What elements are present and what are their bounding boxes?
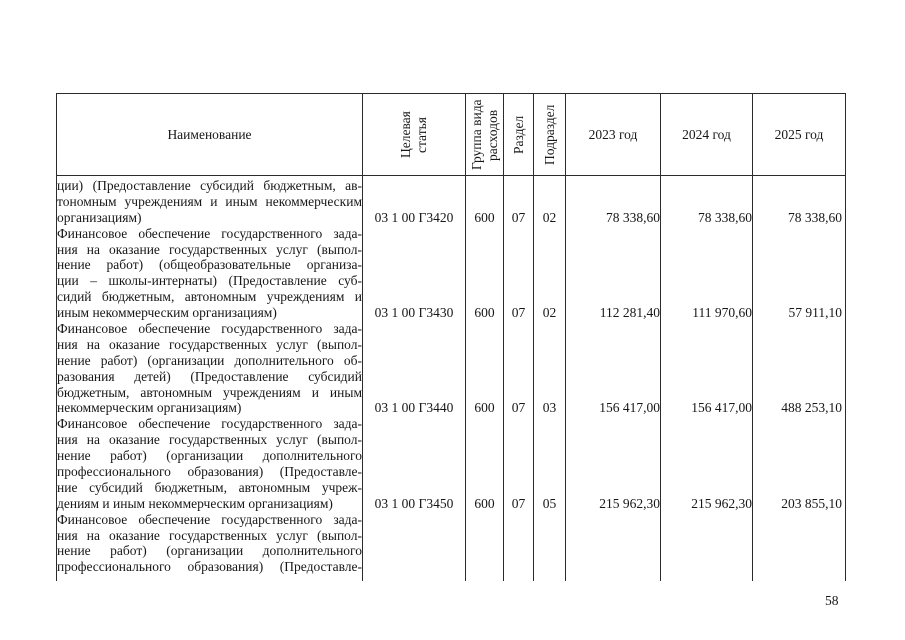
name-cell [57, 176, 363, 226]
name-line: нение работ) (организации дополнительного [57, 543, 362, 559]
table-body [57, 176, 846, 582]
header-section-label: Раздел [510, 115, 526, 154]
name-line: ции) (Предоставление субсидий бюджетным, ав- [57, 178, 362, 193]
name-line: Финансовое обеспечение государственного зада- [57, 321, 362, 337]
name-line: организациям) [57, 209, 142, 225]
target-article-cell: 03 1 00 Г3440 [363, 321, 466, 416]
target-article-cell: 03 1 00 Г3430 [363, 226, 466, 321]
amount-2025-cell: 488 253,10 [753, 321, 846, 416]
amount-2023-cell [566, 512, 661, 582]
amount-2024-cell: 78 338,60 [661, 176, 753, 226]
name-line: Финансовое обеспечение государственного зада- [57, 225, 362, 241]
name-cell [57, 321, 363, 416]
amount-2024-cell: 156 417,00 [661, 321, 753, 416]
section-cell [504, 512, 534, 582]
section-cell: 07 [504, 416, 534, 511]
header-target-article-line: статья [414, 116, 429, 153]
name-line: ния на оказание государственных услуг (выпол- [57, 241, 362, 257]
name-line: нение работ) (организации дополнительного [57, 448, 362, 464]
table-header [57, 94, 846, 176]
name-line: ния на оказание государственных услуг (выпол- [57, 336, 362, 352]
amount-2025-cell: 203 855,10 [753, 416, 846, 511]
section-cell: 07 [504, 226, 534, 321]
subsection-cell [534, 512, 566, 582]
amount-2025-cell [753, 512, 846, 582]
name-line: тономным учреждениям и иным некоммерческим [57, 193, 362, 209]
target-article-cell: 03 1 00 Г3420 [363, 176, 466, 226]
expense-group-cell: 600 [466, 416, 504, 511]
amount-2023-cell: 112 281,40 [566, 226, 661, 321]
name-line: сидий бюджетным, автономным учреждениям и [57, 289, 362, 305]
name-cell [57, 416, 363, 511]
table-header-row [57, 94, 846, 176]
section-cell: 07 [504, 321, 534, 416]
expense-group-cell: 600 [466, 176, 504, 226]
header-expense-group-line: расходов [484, 108, 500, 161]
expense-group-cell: 600 [466, 321, 504, 416]
subsection-cell: 02 [534, 176, 566, 226]
name-line: разования детей) (Предоставление субсидий [57, 368, 362, 384]
header-2024: 2024 год [661, 94, 753, 176]
target-article-cell: 03 1 00 Г3450 [363, 416, 466, 511]
section-cell: 07 [504, 176, 534, 226]
header-expense-group-line: Группа вида [468, 99, 484, 170]
expense-group-cell: 600 [466, 226, 504, 321]
name-line: ние субсидий бюджетным, автономным учреж- [57, 479, 362, 495]
target-article-cell [363, 512, 466, 582]
table-row [57, 176, 846, 226]
name-line: нение работ) (организации дополнительного об- [57, 352, 362, 368]
name-line: бюджетным, автономным учреждениям и иным [57, 384, 362, 400]
header-2025: 2025 год [753, 94, 846, 176]
amount-2023-cell: 78 338,60 [566, 176, 661, 226]
header-name: Наименование [57, 94, 363, 176]
amount-2024-cell: 111 970,60 [661, 226, 753, 321]
subsection-cell: 03 [534, 321, 566, 416]
page-number: 58 [825, 593, 839, 608]
name-line: ции – школы-интернаты) (Предоставление суб- [57, 273, 362, 289]
subsection-cell: 02 [534, 226, 566, 321]
budget-table [56, 93, 846, 581]
table-row [57, 226, 846, 321]
name-line: Финансовое обеспечение государственного зада- [57, 511, 362, 527]
header-target-article-line: Целевая [398, 111, 413, 158]
table-row [57, 321, 846, 416]
header-subsection [534, 94, 566, 176]
name-cell [57, 226, 363, 321]
amount-2025-cell: 57 911,10 [753, 226, 846, 321]
name-line: нение работ) (общеобразовательные организа- [57, 257, 362, 273]
amount-2024-cell: 215 962,30 [661, 416, 753, 511]
name-line: ния на оказание государственных услуг (выпол- [57, 527, 362, 543]
header-2023: 2023 год [566, 94, 661, 176]
table-row [57, 416, 846, 511]
header-target-article [363, 94, 466, 176]
amount-2024-cell [661, 512, 753, 582]
name-line: ния на оказание государственных услуг (выпол- [57, 432, 362, 448]
header-target-article-label [398, 97, 430, 173]
expense-group-cell [466, 512, 504, 582]
amount-2025-cell: 78 338,60 [753, 176, 846, 226]
header-expense-group-label [469, 97, 501, 173]
name-cell [57, 512, 363, 582]
table-row [57, 512, 846, 582]
name-line: профессионального образования) (Предоставле- [57, 464, 362, 480]
amount-2023-cell: 156 417,00 [566, 321, 661, 416]
header-subsection-label: Подраздел [541, 104, 557, 165]
name-line: профессионального образования) (Предоставле- [57, 559, 362, 575]
name-line: дениям и иным некоммерческим организациям) [57, 495, 333, 511]
name-line: Финансовое обеспечение государственного зада- [57, 416, 362, 432]
name-line: некоммерческим организациям) [57, 400, 242, 416]
amount-2023-cell: 215 962,30 [566, 416, 661, 511]
name-line: иным некоммерческим организациям) [57, 305, 277, 321]
header-expense-group [466, 94, 504, 176]
header-section [504, 94, 534, 176]
subsection-cell: 05 [534, 416, 566, 511]
